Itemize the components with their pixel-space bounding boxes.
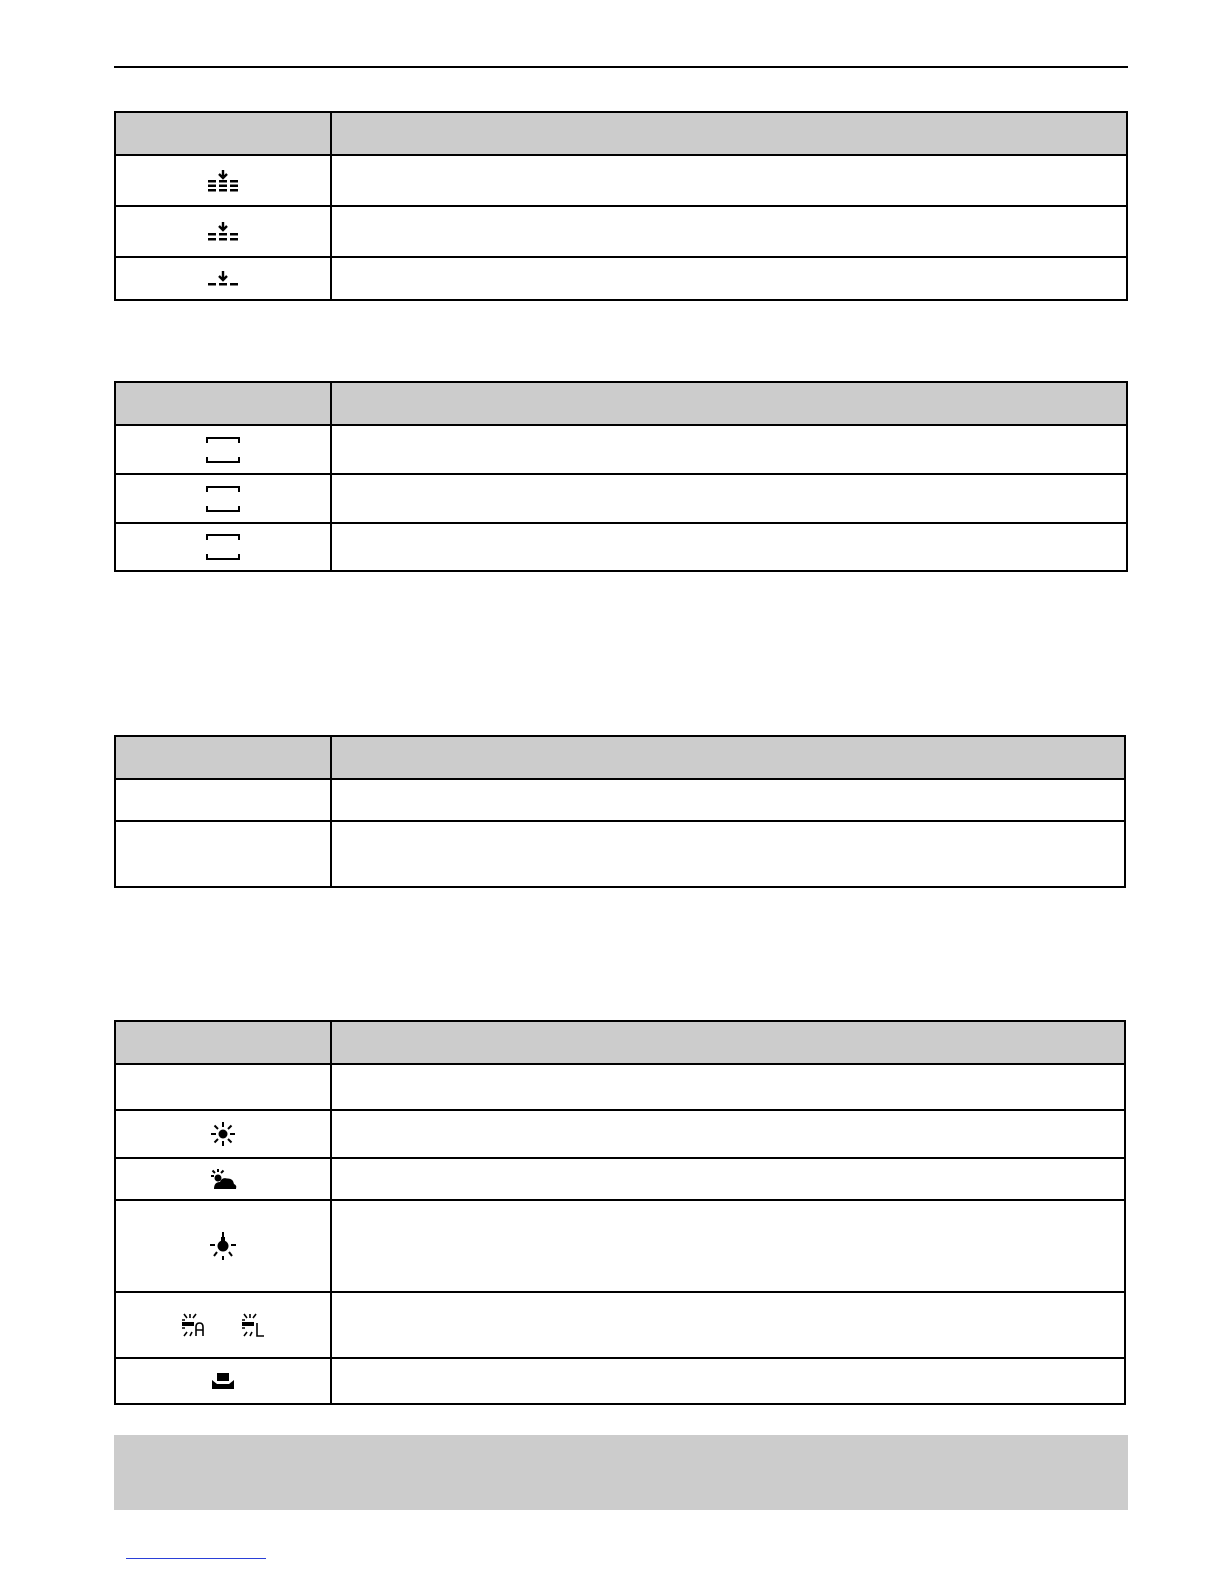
sharpness-normal-icon bbox=[208, 222, 238, 242]
table-row bbox=[116, 778, 1124, 820]
footer-link-underline[interactable] bbox=[126, 1558, 266, 1559]
header-rule bbox=[114, 66, 1128, 68]
icon-cell bbox=[116, 258, 332, 299]
header-cell-description bbox=[332, 113, 1126, 154]
table-header-row bbox=[116, 383, 1126, 424]
table-row bbox=[116, 1157, 1124, 1199]
icon-cell bbox=[116, 207, 332, 256]
description-cell bbox=[332, 1201, 1124, 1291]
note-box bbox=[114, 1435, 1128, 1510]
table-row bbox=[116, 820, 1124, 886]
header-cell-icon bbox=[116, 383, 332, 424]
icon-cell bbox=[116, 1159, 332, 1199]
table-header-row bbox=[116, 1022, 1124, 1063]
tungsten-bulb-icon bbox=[209, 1231, 237, 1261]
description-cell bbox=[332, 1065, 1124, 1109]
description-cell bbox=[332, 1111, 1124, 1157]
icon-cell bbox=[116, 780, 332, 820]
header-cell-icon bbox=[116, 737, 332, 778]
setting-table bbox=[114, 735, 1126, 888]
description-cell bbox=[332, 475, 1126, 522]
icon-cell bbox=[116, 1201, 332, 1291]
table-row bbox=[116, 1109, 1124, 1157]
header-cell-description bbox=[332, 1022, 1124, 1063]
fluorescent-l-icon bbox=[240, 1313, 266, 1337]
table-row bbox=[116, 1291, 1124, 1357]
icon-cell bbox=[116, 156, 332, 205]
icon-cell bbox=[116, 426, 332, 473]
table-row bbox=[116, 424, 1126, 473]
table-row bbox=[116, 154, 1126, 205]
cloudy-icon bbox=[209, 1168, 237, 1190]
icon-cell bbox=[116, 822, 332, 886]
header-cell-icon bbox=[116, 113, 332, 154]
sharpness-low-icon bbox=[208, 271, 238, 287]
description-cell bbox=[332, 1293, 1124, 1357]
header-cell-description bbox=[332, 383, 1126, 424]
description-cell bbox=[332, 426, 1126, 473]
af-area-spot-icon bbox=[206, 534, 240, 560]
description-cell bbox=[332, 822, 1124, 886]
white-balance-table bbox=[114, 1020, 1126, 1405]
table-row bbox=[116, 473, 1126, 522]
table-row bbox=[116, 1357, 1124, 1403]
sharpness-table bbox=[114, 111, 1128, 301]
daylight-sun-icon bbox=[210, 1121, 236, 1147]
icon-cell bbox=[116, 1359, 332, 1403]
description-cell bbox=[332, 156, 1126, 205]
description-cell bbox=[332, 258, 1126, 299]
af-area-wide-icon bbox=[206, 437, 240, 463]
icon-cell bbox=[116, 1111, 332, 1157]
table-row bbox=[116, 1063, 1124, 1109]
table-header-row bbox=[116, 113, 1126, 154]
icon-cell bbox=[116, 524, 332, 570]
header-cell-icon bbox=[116, 1022, 332, 1063]
af-area-center-icon bbox=[206, 486, 240, 512]
sharpness-high-icon bbox=[208, 170, 238, 192]
table-row bbox=[116, 522, 1126, 570]
description-cell bbox=[332, 1359, 1124, 1403]
table-row bbox=[116, 205, 1126, 256]
icon-cell bbox=[116, 475, 332, 522]
description-cell bbox=[332, 524, 1126, 570]
header-cell-description bbox=[332, 737, 1124, 778]
table-row bbox=[116, 1199, 1124, 1291]
description-cell bbox=[332, 1159, 1124, 1199]
icon-cell bbox=[116, 1293, 332, 1357]
table-header-row bbox=[116, 737, 1124, 778]
focus-area-table bbox=[114, 381, 1128, 572]
custom-wb-icon bbox=[211, 1372, 235, 1390]
fluorescent-h-icon bbox=[180, 1313, 206, 1337]
icon-cell bbox=[116, 1065, 332, 1109]
description-cell bbox=[332, 207, 1126, 256]
table-row bbox=[116, 256, 1126, 299]
description-cell bbox=[332, 780, 1124, 820]
